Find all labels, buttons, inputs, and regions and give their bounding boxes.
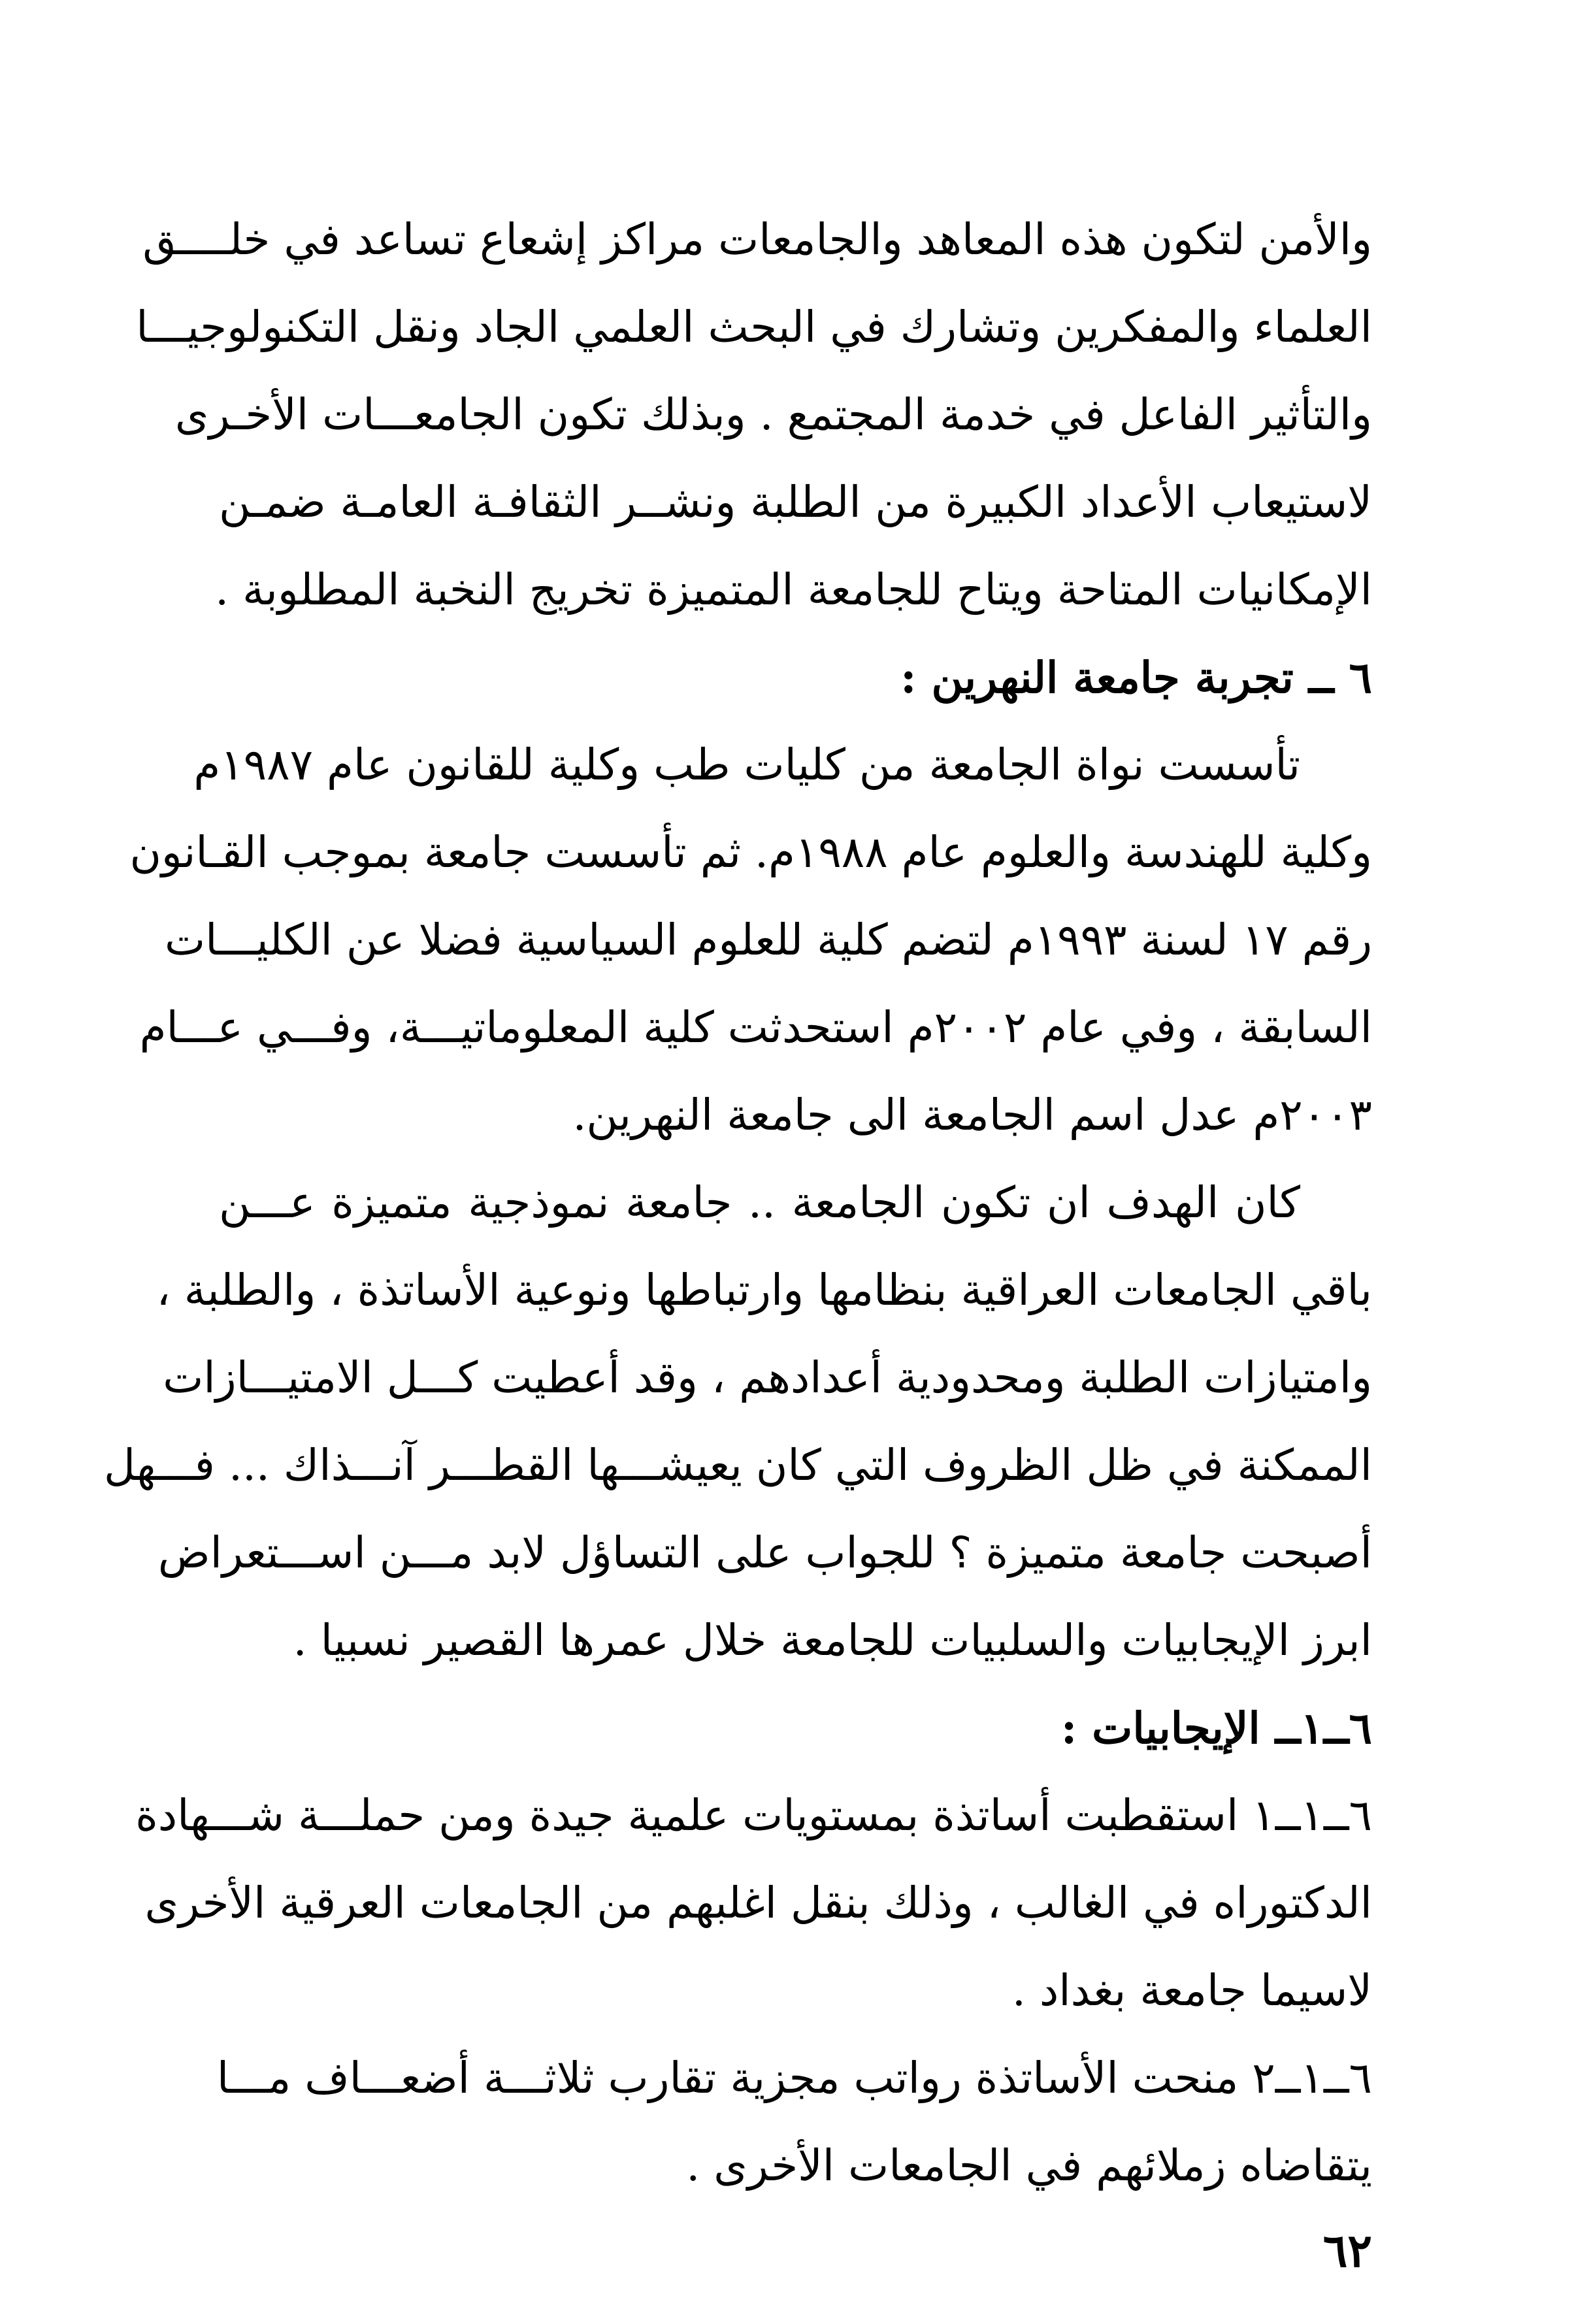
text-line: لاستيعاب الأعداد الكبيرة من الطلبة ونشــر الثقافـة العامـة ضمـن [219, 477, 1372, 527]
text-line: باقي الجامعات العراقية بنظامها وارتباطها ونوعية الأساتذة ، والطلبة ، [156, 1265, 1372, 1315]
text-line: الممكنة في ظل الظروف التي كان يعيشـــها القطـــر آنـــذاك ... فـــهل [104, 1440, 1372, 1490]
text-line: الدكتوراه في الغالب ، وذلك بنقل اغلبهم من الجامعات العرقية الأخرى [144, 1878, 1372, 1928]
text-line: ابرز الإيجابيات والسلبيات للجامعة خلال عمرها القصير نسبيا . [293, 1615, 1372, 1665]
page-number: ٦٢ [1322, 2223, 1372, 2278]
text-line: العلماء والمفكرين وتشارك في البحث العلمي الجاد ونقل التكنولوجيـــا [136, 302, 1372, 352]
paragraph-first-line: تأسست نواة الجامعة من كليات طب وكلية للقانون عام ١٩٨٧م [193, 740, 1300, 790]
text-line: ٦ــ١ــ٢ منحت الأساتذة رواتب مجزية تقارب ثلاثـــة أضعـــاف مـــا [216, 2053, 1372, 2103]
paragraph-first-line: كان الهدف ان تكون الجامعة .. جامعة نموذجية متميزة عـــن [219, 1177, 1300, 1228]
subsection-heading: ٦ــ١ــ الإيجابيات : [1060, 1703, 1372, 1754]
text-line: الإمكانيات المتاحة ويتاح للجامعة المتميزة تخريج النخبة المطلوبة . [215, 565, 1372, 615]
text-line: أصبحت جامعة متميزة ؟ للجواب على التساؤل لابد مـــن اســـتعراض [157, 1528, 1372, 1578]
text-line: لاسيما جامعة بغداد . [1011, 1965, 1372, 2016]
section-heading: ٦ ــ تجربة جامعة النهرين : [900, 652, 1372, 703]
text-line: والتأثير الفاعل في خدمة المجتمع . وبذلك تكون الجامعـــات الأخـرى [174, 389, 1372, 440]
text-line: السابقة ، وفي عام ٢٠٠٢م استحدثت كلية المعلوماتيـــة، وفـــي عـــام [139, 1002, 1372, 1053]
body-text [104, 196, 1372, 2210]
text-line: وامتيازات الطلبة ومحدودية أعدادهم ، وقد أعطيت كـــل الامتيـــازات [163, 1352, 1372, 1403]
text-line: والأمن لتكون هذه المعاهد والجامعات مراكز إشعاع تساعد في خلــــق [142, 214, 1372, 265]
text-line: رقم ١٧ لسنة ١٩٩٣م لتضم كلية للعلوم السياسية فضلا عن الكليـــات [164, 915, 1372, 965]
text-line: يتقاضاه زملائهم في الجامعات الأخرى . [686, 2140, 1372, 2191]
text-line: ٦ــ١ــ١ استقطبت أساتذة بمستويات علمية جيدة ومن حملـــة شـــهادة [135, 1790, 1372, 1841]
text-line: وكلية للهندسة والعلوم عام ١٩٨٨م. ثم تأسست جامعة بموجب القـانون [129, 827, 1372, 877]
text-line: ٢٠٠٣م عدل اسم الجامعة الى جامعة النهرين. [572, 1090, 1372, 1140]
